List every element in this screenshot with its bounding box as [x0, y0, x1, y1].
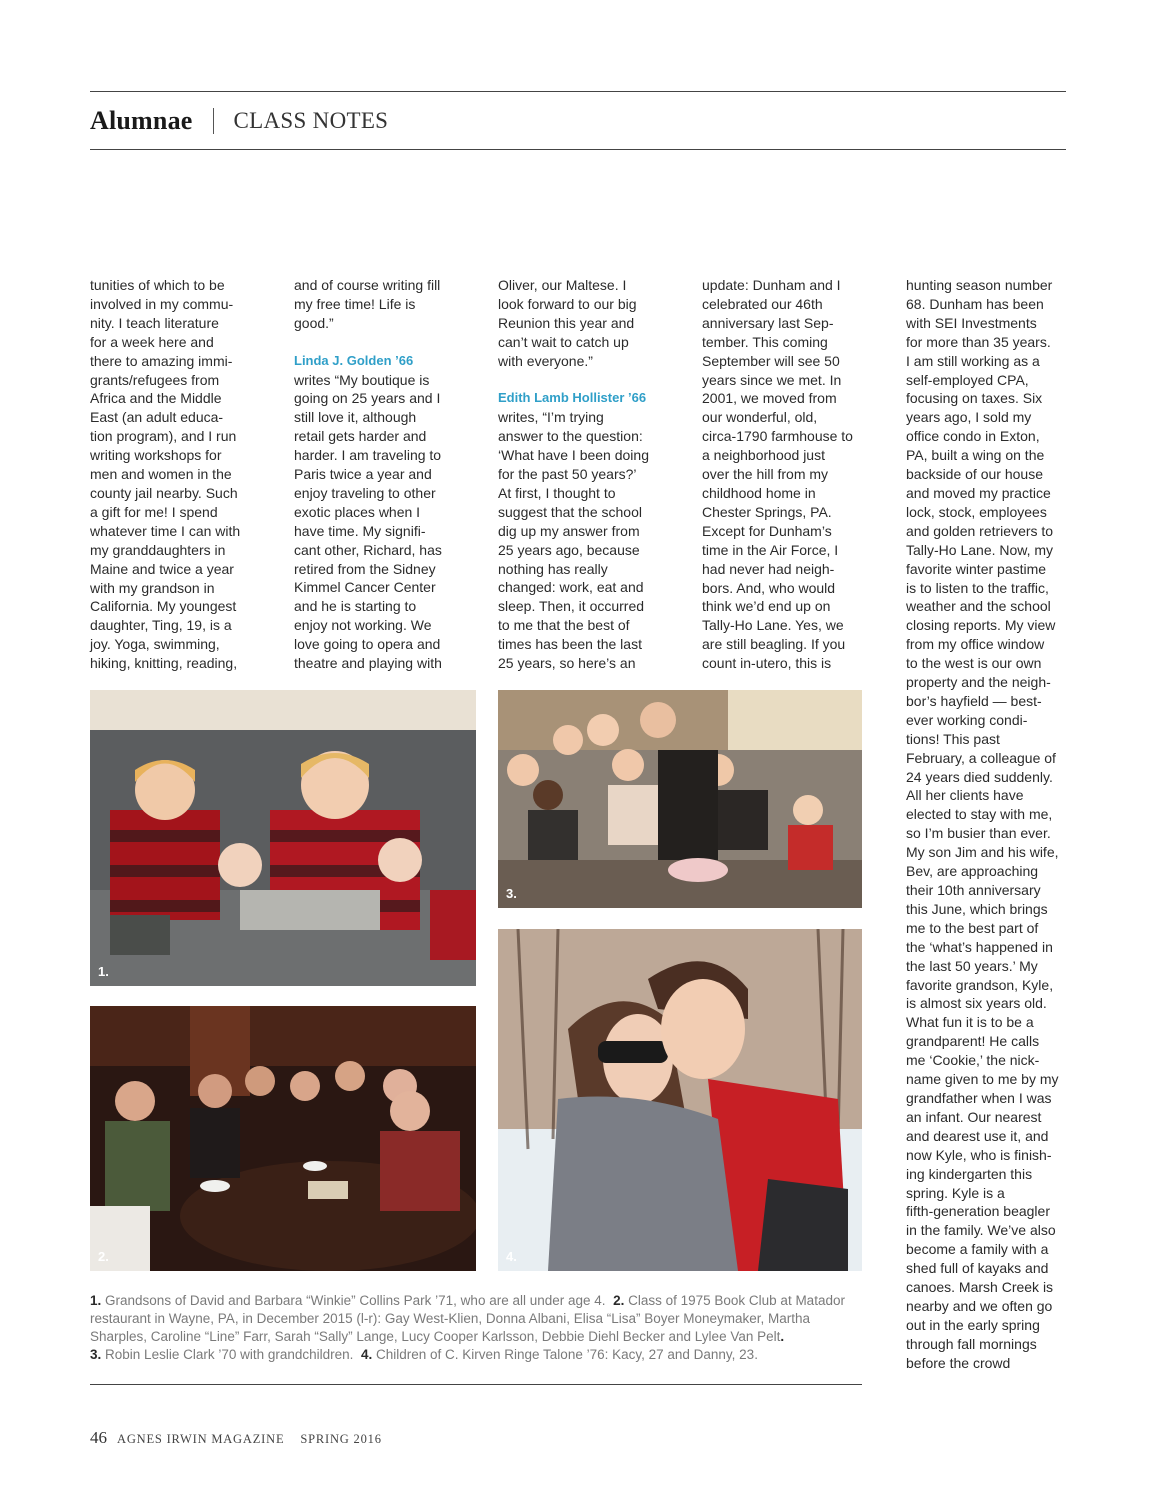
text-line: daughter, Ting, 19, is a	[90, 617, 232, 634]
caption-line: restaurant in Wayne, PA, in December 2015 (l-r): Gay West-Klien, Donna Albani, Elisa “Lisa” Boyer Moneymaker, Martha	[90, 1311, 811, 1326]
text-line: Africa and the Middle	[90, 390, 222, 407]
text-line: enjoy not working. We	[294, 617, 432, 634]
header-divider	[213, 108, 214, 134]
text-line: My son Jim and his wife,	[906, 844, 1059, 861]
caption-text: Children of C. Kirven Ringe Talone ’76: Kacy, 27 and Danny, 23.	[375, 1347, 758, 1362]
text-line: dig up my answer from	[498, 522, 640, 539]
text-line: over the hill from my	[702, 466, 829, 483]
text-line: 68. Dunham has been	[906, 295, 1044, 312]
text-line: now Kyle, who is finish-	[906, 1146, 1052, 1163]
text-line: At first, I thought to	[498, 484, 616, 501]
alumna-name: Linda J. Golden ’66	[294, 352, 414, 368]
text-line: Except for Dunham’s	[702, 522, 832, 539]
photo-number: 4.	[506, 1249, 517, 1264]
text-line: grandparent! He calls	[906, 1033, 1040, 1050]
caption-bottom-rule	[90, 1384, 862, 1385]
text-line: tion program), and I run	[90, 428, 237, 445]
text-line: I am still working as a	[906, 352, 1040, 369]
text-line: hunting season number	[906, 277, 1053, 293]
text-line: with SEI Investments	[906, 314, 1037, 331]
text-line: bor’s hayfield — best-	[906, 692, 1042, 709]
text-line: 25 years, so here’s an	[498, 655, 636, 672]
page-number: 46	[90, 1428, 107, 1447]
header-bottom-rule	[90, 149, 1066, 150]
text-column-3	[498, 276, 668, 673]
text-line: Kimmel Cancer Center	[294, 579, 436, 596]
text-line: is almost six years old.	[906, 995, 1047, 1012]
text-line: ever working condi-	[906, 711, 1028, 728]
text-line: men and women in the	[90, 466, 232, 483]
text-line: theatre and playing with	[294, 655, 442, 672]
text-line: elected to stay with me,	[906, 806, 1053, 823]
text-line: involved in my commu-	[90, 295, 234, 312]
text-line: there to amazing immi-	[90, 352, 233, 369]
text-line: become a family with a	[906, 1241, 1049, 1258]
text-line: me to the best part of	[906, 919, 1039, 936]
text-line: Tally-Ho Lane. Now, my	[906, 541, 1054, 558]
text-line: and golden retrievers to	[906, 522, 1054, 539]
text-line: to the west is our own	[906, 655, 1042, 672]
photo-number: 2.	[98, 1249, 109, 1264]
text-line: retail gets harder and	[294, 428, 427, 445]
text-line: writes, “I’m trying	[498, 409, 604, 426]
text-line: retired from the Sidney	[294, 560, 436, 577]
text-line: times has been the last	[498, 636, 642, 653]
text-line: years ago, I sold my	[906, 409, 1032, 426]
photo-captions	[90, 1292, 862, 1364]
text-line: Chester Springs, PA.	[702, 503, 832, 520]
text-line: California. My youngest	[90, 598, 237, 615]
text-line: and moved my practice	[906, 484, 1051, 501]
text-line: PA, built a wing on the	[906, 447, 1045, 464]
text-line: joy. Yoga, swimming,	[90, 636, 220, 653]
text-line: me ‘Cookie,’ the nick-	[906, 1052, 1040, 1069]
photo-kacy-danny	[498, 929, 862, 1271]
magazine-name: AGNES IRWIN MAGAZINE	[117, 1432, 285, 1446]
caption-text: Grandsons of David and Barbara “Winkie” Collins Park ’71, who are all under age 4.	[105, 1293, 606, 1308]
alumna-name: Edith Lamb Hollister ’66	[498, 390, 647, 406]
caption-period: .	[780, 1329, 785, 1344]
text-line: nity. I teach literature	[90, 314, 219, 331]
section-subtitle: CLASS NOTES	[233, 108, 389, 133]
text-line: through fall mornings	[906, 1335, 1037, 1352]
text-line: update: Dunham and I	[702, 277, 841, 293]
section-title: Alumnae	[90, 106, 193, 135]
text-line: whatever time I can with	[90, 522, 241, 539]
text-line: from my office window	[906, 636, 1045, 653]
text-line: had never had neigh-	[702, 560, 835, 577]
text-line: bors. And, who would	[702, 579, 836, 596]
text-line: nothing has really	[498, 560, 608, 577]
caption-text: Robin Leslie Clark ’70 with grandchildren.	[105, 1347, 354, 1362]
text-line: closing reports. My view	[906, 617, 1056, 634]
text-line: exotic places when I	[294, 503, 421, 520]
text-line: an infant. Our nearest	[906, 1108, 1042, 1125]
text-line: out in the early spring	[906, 1316, 1040, 1333]
text-line: Paris twice a year and	[294, 466, 432, 483]
text-line: and dearest use it, and	[906, 1127, 1049, 1144]
text-line: nearby and we often go	[906, 1297, 1053, 1314]
text-line: writes “My boutique is	[294, 371, 430, 388]
text-line: favorite winter pastime	[906, 560, 1047, 577]
page-footer	[90, 1428, 382, 1448]
text-line: office condo in Exton,	[906, 428, 1040, 445]
caption-text: Class of 1975 Book Club at Matador	[628, 1293, 845, 1308]
text-line: a neighborhood just	[702, 447, 825, 464]
text-line: spring. Kyle is a	[906, 1184, 1005, 1201]
text-line: for the past 50 years?’	[498, 466, 637, 483]
text-line: focusing on taxes. Six	[906, 390, 1043, 407]
text-line: love going to opera and	[294, 636, 441, 653]
text-line: sleep. Then, it occurred	[498, 598, 645, 615]
text-line: All her clients have	[906, 787, 1024, 804]
header-top-rule	[90, 91, 1066, 92]
text-line: tions! This past	[906, 730, 1000, 747]
text-line: celebrated our 46th	[702, 295, 823, 312]
photo-number: 1.	[98, 964, 109, 979]
text-line: 2001, we moved from	[702, 390, 837, 407]
text-line: circa-1790 farmhouse to	[702, 428, 853, 445]
text-line: good.”	[294, 314, 334, 331]
text-line: the last 50 years.’ My	[906, 957, 1038, 974]
issue-season: SPRING 2016	[300, 1432, 382, 1446]
text-line: hiking, knitting, reading,	[90, 655, 238, 672]
text-line: so I’m busier than ever.	[906, 825, 1051, 842]
caption-number: 3.	[90, 1347, 102, 1362]
text-line: Bev, are approaching	[906, 863, 1039, 880]
text-line: my granddaughters in	[90, 541, 226, 558]
text-line: years since we met. In	[702, 371, 842, 388]
photo-book-club	[90, 1006, 476, 1271]
photo-grandchildren	[498, 690, 862, 908]
text-line: shed full of kayaks and	[906, 1260, 1049, 1277]
text-line: and of course writing fill	[294, 277, 441, 293]
text-line: for more than 35 years.	[906, 333, 1051, 350]
text-line: September will see 50	[702, 352, 840, 369]
text-line: can’t wait to catch up	[498, 333, 629, 350]
text-line: grandfather when I was	[906, 1089, 1052, 1106]
text-line: ing kindergarten this	[906, 1165, 1033, 1182]
text-line: property and the neigh-	[906, 674, 1051, 691]
caption-line	[90, 1292, 862, 1310]
text-column-4	[702, 276, 872, 673]
text-line: What fun it is to be a	[906, 1014, 1034, 1031]
text-line: East (an adult educa-	[90, 409, 224, 426]
text-line: my free time! Life is	[294, 295, 416, 312]
text-line: enjoy traveling to other	[294, 484, 436, 501]
text-line: with my grandson in	[90, 579, 215, 596]
text-column-2	[294, 276, 464, 673]
text-line: before the crowd	[906, 1354, 1011, 1371]
text-line: look forward to our big	[498, 295, 637, 312]
text-line: lock, stock, employees	[906, 503, 1047, 520]
caption-line	[90, 1346, 862, 1364]
text-line: still love it, although	[294, 409, 417, 426]
text-line: fifth-generation beagler	[906, 1203, 1050, 1220]
caption-text: Sharples, Caroline “Line” Farr, Sarah “Sally” Lange, Lucy Cooper Karlsson, Debbie Diehl Becker and Lylee Van Pelt	[90, 1329, 781, 1344]
text-line: canoes. Marsh Creek is	[906, 1279, 1054, 1296]
text-line: ‘What have I been doing	[498, 447, 649, 464]
text-column-5	[906, 276, 1076, 1373]
text-line: changed: work, eat and	[498, 579, 644, 596]
text-line: in the family. We’ve also	[906, 1222, 1056, 1239]
text-line: the ‘what’s happened in	[906, 938, 1053, 955]
text-line: 25 years ago, because	[498, 541, 640, 558]
text-line: Oliver, our Maltese. I	[498, 277, 627, 293]
text-line: anniversary last Sep-	[702, 314, 834, 331]
text-line: are still beagling. If you	[702, 636, 846, 653]
text-line: harder. I am traveling to	[294, 447, 442, 464]
text-line: and he is starting to	[294, 598, 417, 615]
text-line: think we’d end up on	[702, 598, 831, 615]
text-line: our wonderful, old,	[702, 409, 818, 426]
text-line: this June, which brings	[906, 900, 1048, 917]
text-line: to me that the best of	[498, 617, 630, 634]
text-line: going on 25 years and I	[294, 390, 441, 407]
text-line: Reunion this year and	[498, 314, 635, 331]
text-line: self-employed CPA,	[906, 371, 1029, 388]
text-line: Tally-Ho Lane. Yes, we	[702, 617, 844, 634]
text-line: suggest that the school	[498, 503, 642, 520]
text-line: answer to the question:	[498, 428, 643, 445]
photo-number: 3.	[506, 886, 517, 901]
text-line: their 10th anniversary	[906, 882, 1041, 898]
photo-grandsons	[90, 690, 476, 986]
text-line: a gift for me! I spend	[90, 503, 218, 520]
text-column-1	[90, 276, 260, 673]
text-line: weather and the school	[906, 598, 1051, 615]
text-line: February, a colleague of	[906, 749, 1056, 766]
text-line: county jail nearby. Such	[90, 484, 238, 501]
text-line: favorite grandson, Kyle,	[906, 976, 1054, 993]
text-line: Maine and twice a year	[90, 560, 234, 577]
text-line: 24 years died suddenly.	[906, 768, 1053, 785]
text-line: count in-utero, this is	[702, 655, 832, 672]
text-line: with everyone.”	[498, 352, 593, 369]
text-line: tember. This coming	[702, 333, 828, 350]
text-line: name given to me by my	[906, 1071, 1059, 1088]
text-line: grants/refugees from	[90, 371, 220, 388]
paragraph-gap	[294, 333, 464, 352]
paragraph-gap	[498, 371, 668, 390]
caption-line	[90, 1328, 862, 1346]
text-line: writing workshops for	[90, 447, 222, 464]
text-line: tunities of which to be	[90, 277, 225, 293]
section-header	[90, 104, 388, 138]
text-line: have time. My signifi-	[294, 522, 426, 539]
text-line: is to listen to the traffic,	[906, 579, 1049, 596]
text-line: childhood home in	[702, 484, 816, 501]
caption-number: 1.	[90, 1293, 102, 1308]
text-line: cant other, Richard, has	[294, 541, 442, 558]
text-line: time in the Air Force, I	[702, 541, 839, 558]
caption-number: 2.	[613, 1293, 625, 1308]
text-line: for a week here and	[90, 333, 214, 350]
caption-number: 4.	[360, 1347, 373, 1362]
text-line: backside of our house	[906, 466, 1043, 483]
